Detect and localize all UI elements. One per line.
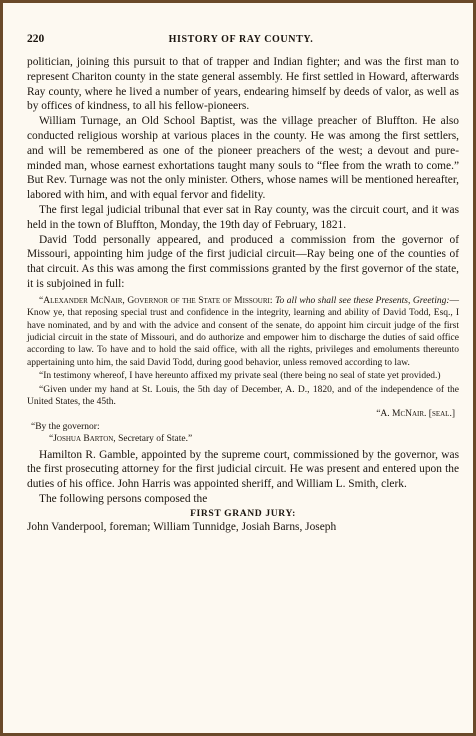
commission-quote <box>27 295 459 369</box>
paragraph-jurors: John Vanderpool, foreman; William Tunnidge, Josiah Barns, Joseph <box>27 520 337 533</box>
secretary-signature: “Joshua Barton, Secretary of State.” <box>49 434 193 445</box>
paragraph-following: The following persons composed the <box>39 493 208 506</box>
running-title: HISTORY OF RAY COUNTY. <box>168 34 314 45</box>
commission-body: —Know ye, that reposing special trust and confidence in the integrity, learning and ability of David Todd, Esq., I have nominated, and by and with the advice and consent of the senate, do appoint him circuit judge of the first judicial circuit in the state of Missouri, and do authorize and empower him to discharge the duties of said office according to law. To have and to hold the said office, with all the rights, privileges and emoluments thereunto appertaining unto him, the said David Todd, during good behavior, unless removed according to law. <box>27 295 460 368</box>
paragraph-politician: politician, joining this pursuit to that of trapper and Indian fighter; and was the first man to represent Chariton county in the state general assembly. He first settled in Howard, afterwards Ray county, where he lived a number of years, endearing himself by deeds of valor, as well as by offices of kindness, to all his fellow-pioneers. <box>27 56 459 113</box>
commission-greeting: To all who shall see these Presents, Greeting: <box>275 295 450 306</box>
commission-addressee: “Alexander McNair, Governor of the State of Missouri: <box>39 295 273 306</box>
by-the-governor: “By the governor: <box>31 421 100 432</box>
paragraph-judicial-tribunal: The first legal judicial tribunal that ever sat in Ray county, was the circuit court, and it was held in the town of Bluffton, Monday, the 19th day of February, 1821. <box>27 203 459 231</box>
paragraph-turnage: William Turnage, an Old School Baptist, was the village preacher of Bluffton. He also conducted religious worship at various places in the county. He was among the first settlers, and will be remembered as one of the pioneer preachers of the west; a devout and pure-minded man, whose earnest exhortations taught many souls to “flee from the wrath to come.” But Rev. Turnage was not the only minister. Others, whose names will be mentioned hereafter, labored with him, and with equal fervor and fidelity. <box>27 115 459 202</box>
page-header <box>27 33 455 49</box>
page-number: 220 <box>27 33 45 45</box>
paragraph-david-todd: David Todd personally appeared, and produced a commission from the governor of Missouri, appointing him judge of the first judicial circuit—Ray being one of the counties of that circuit. As this was among the first commissions granted by the first governor of the state, it is subjoined in full: <box>27 233 459 290</box>
paragraph-gamble: Hamilton R. Gamble, appointed by the supreme court, commissioned by the governor, was the first prosecuting attorney for the first judicial circuit. He was present and entered upon the duties of his office. John Harris was appointed sheriff, and William L. Smith, clerk. <box>27 448 459 491</box>
governor-signature: “A. McNair. [seal.] <box>376 409 455 420</box>
given-quote: “Given under my hand at St. Louis, the 5th day of December, A. D., 1820, and of the independence of the United States, the 45th. <box>27 384 459 407</box>
testimony-quote: “In testimony whereof, I have hereunto affixed my private seal (there being no seal of state yet provided.) <box>39 371 441 382</box>
grand-jury-heading: FIRST GRAND JURY: <box>190 507 296 519</box>
page-content <box>27 55 459 535</box>
